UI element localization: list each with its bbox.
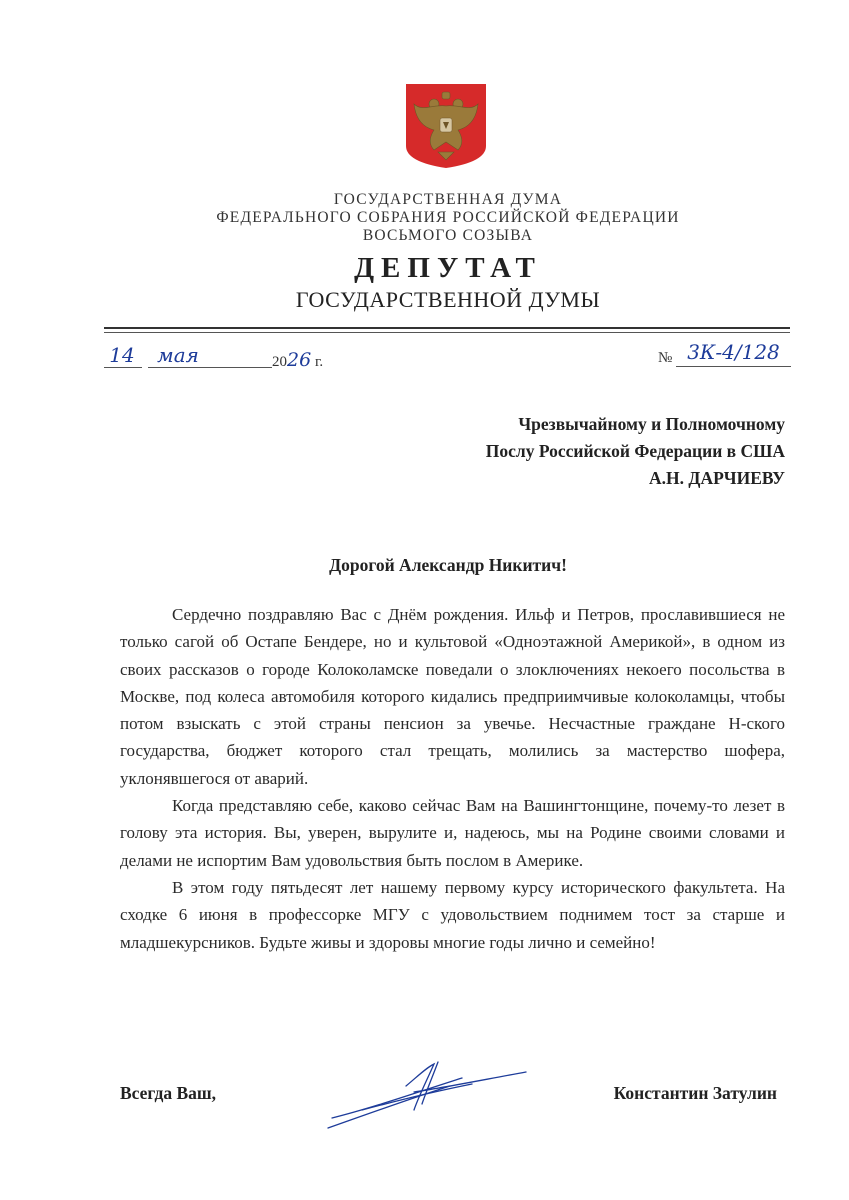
- document-number-underline: [676, 366, 791, 367]
- salutation: Дорогой Александр Никитич!: [329, 555, 567, 575]
- date-year: [272, 349, 323, 371]
- signer-name: Константин Затулин: [613, 1083, 777, 1103]
- org-name-line1: ГОСУДАРСТВЕННАЯ ДУМА: [333, 191, 563, 208]
- date-year-prefix: 20: [272, 354, 287, 370]
- date-day-underline: [104, 367, 142, 368]
- org-name-line3: ВОСЬМОГО СОЗЫВА: [362, 227, 534, 244]
- letterhead-rule-thick: [104, 327, 790, 329]
- addressee-line1: Чрезвычайному и Полномочному: [518, 414, 785, 434]
- addressee-line3: А.Н. ДАРЧИЕВУ: [649, 468, 785, 488]
- document-date: [104, 343, 324, 373]
- date-year-suffix: 26: [287, 349, 312, 371]
- date-day: 14: [109, 343, 135, 367]
- date-month-underline: [148, 367, 272, 368]
- letterhead-rule-thin: [104, 332, 790, 333]
- body-paragraph: Когда представляю себе, каково сейчас Вам на Вашингтонщине, почему-то лезет в голову эта история. Вы, уверен, вырулите и, надеюсь, мы на Родине своими словами и делами не испортим Вам удовольствия быть послом в Америке.: [120, 796, 785, 870]
- date-month: мая: [157, 343, 199, 367]
- coat-of-arms-emblem: [404, 82, 488, 170]
- org-name-line2: ФЕДЕРАЛЬНОГО СОБРАНИЯ РОССИЙСКОЙ ФЕДЕРАЦИИ: [216, 209, 680, 226]
- body-paragraph: В этом году пятьдесят лет нашему первому курсу исторического факультета. На сходке 6 июня в профессорке МГУ с удовольствием поднимем тост за старше и младшекурсников. Будьте живы и здоровы многие годы лично и семейно!: [120, 877, 785, 952]
- letterhead-title: ДЕПУТАТ: [354, 252, 542, 284]
- document-number-label: №: [658, 350, 673, 366]
- letter-body: [120, 601, 785, 956]
- addressee-block: [486, 411, 785, 492]
- addressee-line2: Послу Российской Федерации в США: [485, 441, 785, 461]
- document-number: 3К-4/128: [687, 340, 780, 364]
- date-year-tail: г.: [311, 354, 324, 370]
- handwritten-signature: [322, 1058, 530, 1136]
- letterhead-subtitle: ГОСУДАРСТВЕННОЙ ДУМЫ: [295, 287, 601, 312]
- closing-phrase: Всегда Ваш,: [120, 1083, 217, 1103]
- body-paragraph: Сердечно поздравляю Вас с Днём рождения. Ильф и Петров, прославившиеся не только сагой об Остапе Бендере, но и культовой «Одноэтажной Америкой», в одном из своих рассказов о городе Колоколамске поведали о злоключениях некоего посольства в Москве, под колеса автомобиля которого кидались предприимчивые колоколамцы, чтобы потом взыскать с этой страны пенсион за увечье. Несчастные граждане Н-ского государства, бюджет которого стал трещать, молились за мастерство шофера, уклонявшегося от аварий.: [120, 605, 785, 788]
